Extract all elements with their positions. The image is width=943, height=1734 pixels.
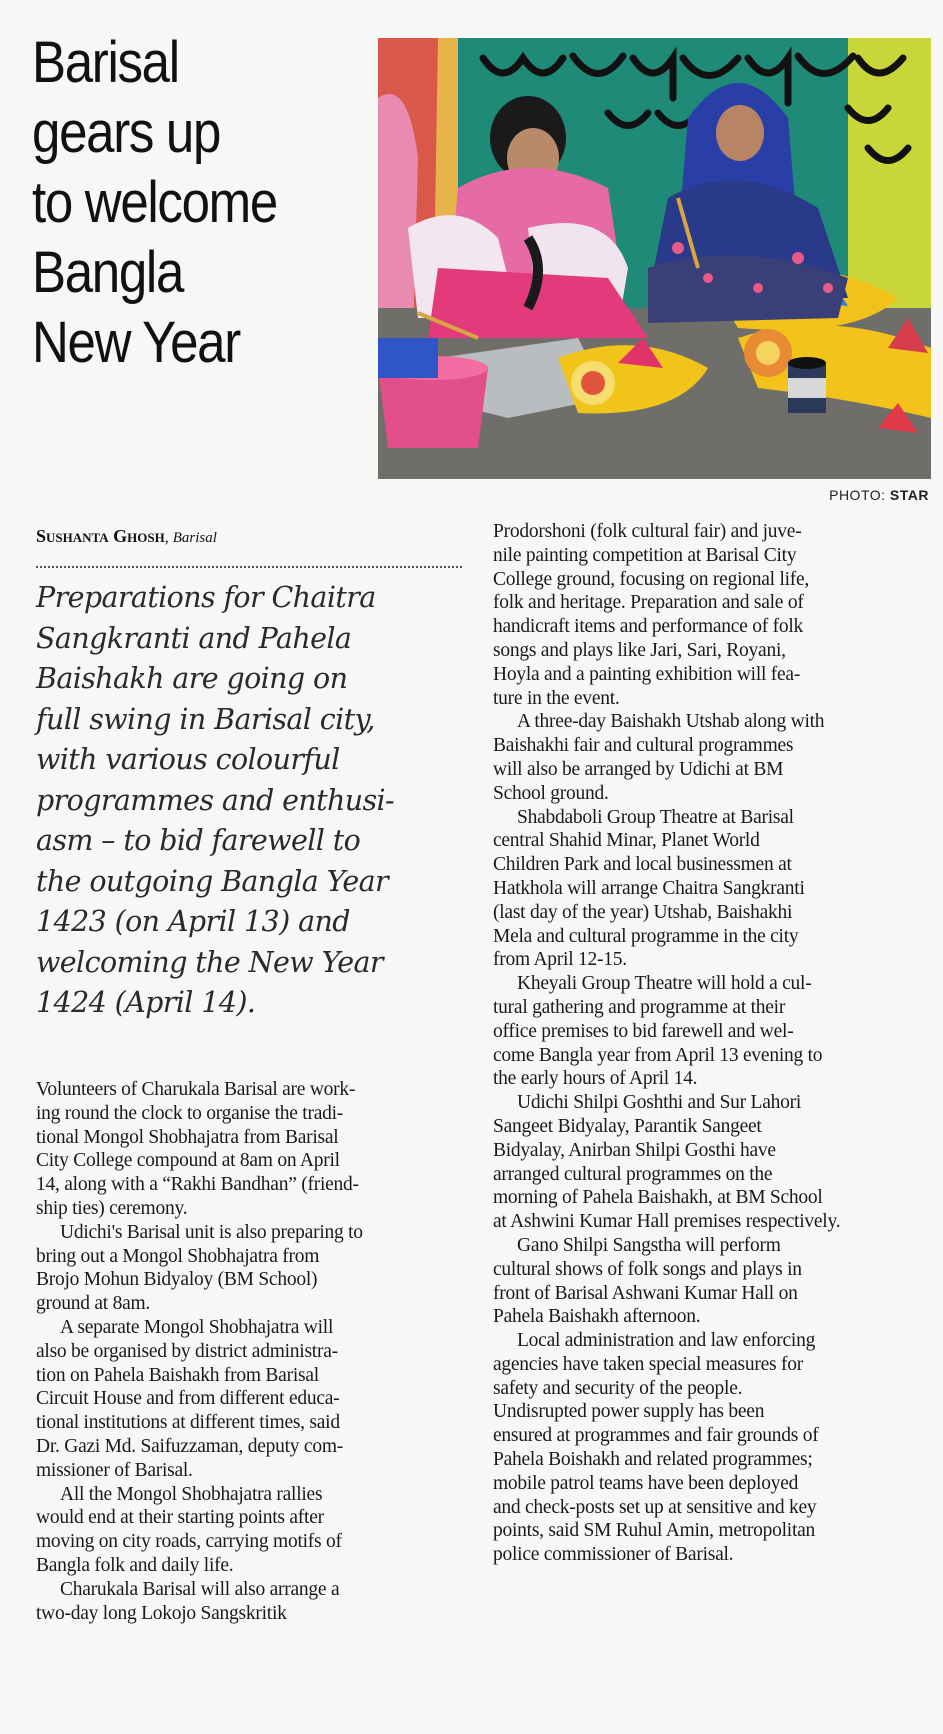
headline-line: to welcome xyxy=(32,170,277,235)
body-line: (last day of the year) Utshab, Baishakhi xyxy=(493,901,793,923)
body-line: A three-day Baishakh Utshab along with xyxy=(517,711,825,733)
body-line: agencies have taken special measures for xyxy=(493,1353,803,1375)
deck-line: Preparations for Chaitra xyxy=(36,581,376,614)
body-line: morning of Pahela Baishakh, at BM School xyxy=(493,1187,823,1209)
photo-illustration xyxy=(378,38,931,479)
body-line: central Shahid Minar, Planet World xyxy=(493,830,760,852)
deck-line: full swing in Barisal city, xyxy=(36,702,375,736)
article-photo xyxy=(378,38,931,479)
byline-location: Barisal xyxy=(172,530,217,546)
body-line: office premises to bid farewell and wel- xyxy=(493,1020,794,1042)
body-line: tion on Pahela Baishakh from Barisal xyxy=(36,1364,319,1386)
body-line: Hoyla and a painting exhibition will fea- xyxy=(493,663,801,685)
body-line: arranged cultural programmes on the xyxy=(493,1163,773,1185)
body-line: Dr. Gazi Md. Saifuzzaman, deputy com- xyxy=(36,1435,343,1457)
body-line: moving on city roads, carrying motifs of xyxy=(36,1531,342,1553)
body-line: songs and plays like Jari, Sari, Royani, xyxy=(493,639,786,661)
body-line: tional Mongol Shobhajatra from Barisal xyxy=(36,1126,339,1148)
body-line: Circuit House and from different educa- xyxy=(36,1388,340,1410)
body-line: ensured at programmes and fair grounds of xyxy=(493,1425,819,1447)
photo-credit-label: PHOTO: xyxy=(829,487,886,503)
body-line: tural gathering and programme at their xyxy=(493,996,786,1018)
deck-line: programmes and enthusi- xyxy=(36,783,395,817)
byline-separator: , xyxy=(164,529,169,546)
body-line: would end at their starting points after xyxy=(36,1507,324,1529)
byline xyxy=(36,526,217,547)
deck-line: with various colourful xyxy=(36,743,340,776)
body-line: A separate Mongol Shobhajatra will xyxy=(60,1316,334,1338)
body-line: folk and heritage. Preparation and sale of xyxy=(493,592,804,614)
body-line: Mela and cultural programme in the city xyxy=(493,925,799,947)
body-line: Bidyalay, Anirban Shilpi Gosthi have xyxy=(493,1139,776,1161)
body-line: Hatkhola will arrange Chaitra Sangkranti xyxy=(493,877,805,899)
body-line: Brojo Mohun Bidyaloy (BM School) xyxy=(36,1269,318,1291)
body-line: Sangeet Bidyalay, Parantik Sangeet xyxy=(493,1115,762,1137)
body-line: Prodorshoni (folk cultural fair) and juve- xyxy=(493,521,802,542)
body-line: cultural shows of folk songs and plays in xyxy=(493,1258,802,1280)
body-line: tional institutions at different times, said xyxy=(36,1412,340,1434)
headline-line: Barisal xyxy=(32,30,179,95)
body-line: safety and security of the people. xyxy=(493,1377,743,1399)
body-line: ture in the event. xyxy=(493,687,620,709)
body-line: Children Park and local businessmen at xyxy=(493,854,792,876)
headline-line: Bangla xyxy=(32,240,184,305)
body-line: will also be arranged by Udichi at BM xyxy=(493,758,784,780)
headline xyxy=(32,28,322,378)
body-line: Baishakhi fair and cultural programmes xyxy=(493,735,794,757)
deck-line: welcoming the New Year xyxy=(36,945,383,979)
body-line: also be organised by district administra- xyxy=(36,1340,338,1362)
body-line: police commissioner of Barisal. xyxy=(493,1544,734,1566)
byline-name: Sushanta Ghosh xyxy=(36,526,165,546)
body-line: and check-posts set up at sensitive and key xyxy=(493,1496,817,1518)
body-column-1 xyxy=(36,1078,466,1625)
dotted-divider xyxy=(36,566,462,568)
body-line: at Ashwini Kumar Hall premises respectively. xyxy=(493,1211,841,1233)
body-line: Local administration and law enforcing xyxy=(517,1330,816,1352)
body-line: 14, along with a “Rakhi Bandhan” (friend- xyxy=(36,1174,359,1196)
body-line: ing round the clock to organise the tradi- xyxy=(36,1102,344,1124)
body-line: Bangla folk and daily life. xyxy=(36,1554,234,1576)
body-line: from April 12-15. xyxy=(493,949,627,971)
headline-line: gears up xyxy=(32,100,221,165)
deck xyxy=(36,578,466,1024)
body-line: nile painting competition at Barisal City xyxy=(493,544,797,566)
body-line: the early hours of April 14. xyxy=(493,1068,698,1090)
body-line: mobile patrol teams have been deployed xyxy=(493,1472,799,1494)
body-line: Udichi's Barisal unit is also preparing to xyxy=(60,1221,363,1243)
deck-line: 1424 (April 14). xyxy=(36,986,256,1019)
body-line: ship ties) ceremony. xyxy=(36,1197,188,1219)
body-line: two-day long Lokojo Sangskritik xyxy=(36,1602,287,1624)
deck-line: 1423 (on April 13) and xyxy=(36,905,350,938)
body-column-2 xyxy=(493,520,933,1567)
body-line: All the Mongol Shobhajatra rallies xyxy=(60,1483,323,1505)
body-line: come Bangla year from April 13 evening to xyxy=(493,1044,823,1066)
body-line: Pahela Baishakh afternoon. xyxy=(493,1306,701,1328)
deck-line: the outgoing Bangla Year xyxy=(36,864,388,898)
body-line: Charukala Barisal will also arrange a xyxy=(60,1578,340,1600)
deck-line: asm – to bid farewell to xyxy=(36,824,361,857)
deck-line: Baishakh are going on xyxy=(36,662,348,695)
body-line: bring out a Mongol Shobhajatra from xyxy=(36,1245,320,1267)
deck-line: Sangkranti and Pahela xyxy=(36,621,352,655)
body-line: College ground, focusing on regional life, xyxy=(493,568,810,590)
body-line: points, said SM Ruhul Amin, metropolitan xyxy=(493,1520,816,1542)
body-line: ground at 8am. xyxy=(36,1293,151,1315)
body-line: City College compound at 8am on April xyxy=(36,1150,340,1172)
headline-line: New Year xyxy=(32,310,240,375)
body-line: handicraft items and performance of folk xyxy=(493,616,803,638)
body-line: Shabdaboli Group Theatre at Barisal xyxy=(517,806,794,828)
body-line: Undisrupted power supply has been xyxy=(493,1401,765,1423)
body-line: Kheyali Group Theatre will hold a cul- xyxy=(517,973,812,995)
body-line: Pahela Boishakh and related programmes; xyxy=(493,1449,813,1471)
body-line: Udichi Shilpi Goshthi and Sur Lahori xyxy=(517,1092,802,1114)
body-line: School ground. xyxy=(493,782,609,804)
body-line: front of Barisal Ashwani Kumar Hall on xyxy=(493,1282,798,1304)
body-line: missioner of Barisal. xyxy=(36,1459,193,1481)
photo-credit xyxy=(829,487,929,503)
body-line: Gano Shilpi Sangstha will perform xyxy=(517,1234,781,1256)
photo-credit-source: STAR xyxy=(889,487,929,503)
body-line: Volunteers of Charukala Barisal are work- xyxy=(36,1079,356,1100)
